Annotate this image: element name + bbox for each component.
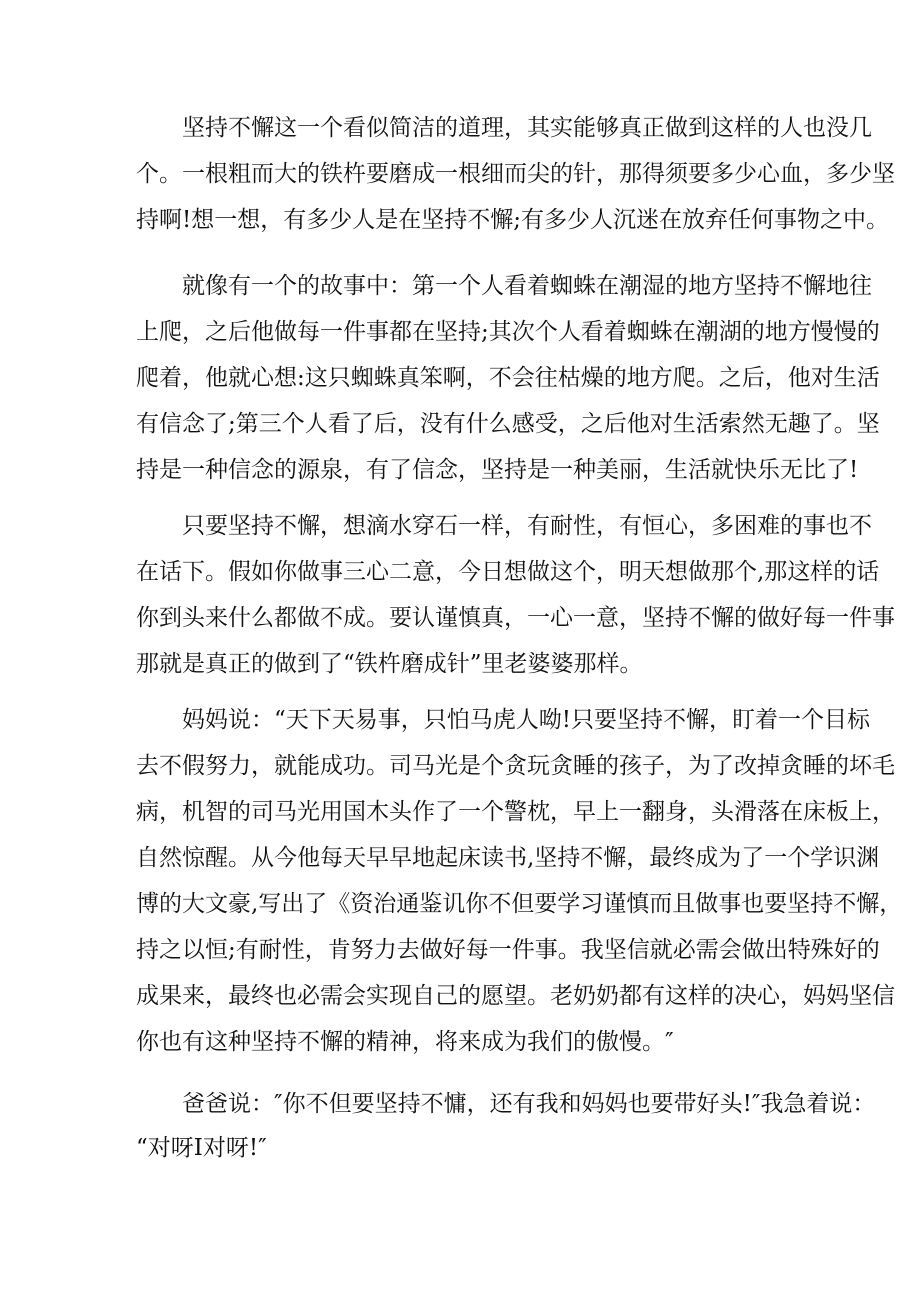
paragraph-2-line-2: 上爬，之后他做每一件事都在坚持;其次个人看着蜘蛛在潮湖的地方慢慢的 — [136, 319, 880, 345]
paragraph-2-line-4: 有信念了;第三个人看了后，没有什么感受，之后他对生活索然无趣了。坚 — [136, 411, 880, 437]
paragraph-4-line-6: 持之以恒;有耐性，肯努力去做好每一件事。我坚信就必需会做出特殊好的 — [136, 937, 880, 963]
paragraph-4-line-7: 成果来，最终也必需会实现自己的愿望。老奶奶都有这样的决心，妈妈坚信 — [136, 983, 895, 1009]
paragraph-3-line-2: 在话下。假如你做事三心二意，今日想做这个，明天想做那个,那这样的话 — [136, 559, 880, 585]
paragraph-1-line-3: 持啊!想一想，有多少人是在坚持不懈;有多少人沉迷在放弃任何事物之中。 — [136, 207, 889, 233]
paragraph-1-line-1: 坚持不懈这一个看似简洁的道理，其实能够真正做到这样的人也没几 — [182, 115, 872, 141]
paragraph-2-line-3: 爬着，他就心想:这只蜘蛛真笨啊，不会往枯燥的地方爬。之后，他对生活 — [136, 365, 880, 391]
paragraph-5-line-1: 爸爸说：″你不但要坚持不慵，还有我和妈妈也要带好头!″我急着说： — [182, 1091, 876, 1117]
paragraph-3-line-4: 那就是真正的做到了“铁杵磨成针”里老婆婆那样。 — [136, 651, 643, 677]
paragraph-5-line-2: “对呀I对呀!″ — [136, 1135, 267, 1161]
paragraph-1-line-2: 个。一根粗而大的铁杵要磨成一根细而尖的针，那得须要多少心血，多少坚 — [136, 161, 895, 187]
paragraph-2-line-5: 持是一种信念的源泉，有了信念，坚持是一种美丽，生活就快乐无比了! — [136, 457, 859, 483]
paragraph-4-line-3: 病，机智的司马光用国木头作了一个警枕，早上一翻身，头滑落在床板上， — [136, 799, 895, 825]
paragraph-3-line-3: 你到头来什么都做不成。要认谨慎真，一心一意，坚持不懈的做好每一件事 — [136, 605, 895, 631]
paragraph-4-line-2: 去不假努力，就能成功。司马光是个贪玩贪睡的孩子，为了改掉贪睡的坏毛 — [136, 753, 895, 779]
paragraph-3-line-1: 只要坚持不懈，想滴水穿石一样，有耐性，有恒心，多困难的事也不 — [182, 513, 872, 539]
paragraph-4-line-1: 妈妈说：“天下天易事，只怕马虎人呦!只要坚持不懈，盯着一个目标 — [182, 707, 871, 733]
paragraph-2-line-1: 就像有一个的故事中：第一个人看着蜘蛛在潮湿的地方坚持不懈地往 — [182, 273, 872, 299]
paragraph-4-line-8: 你也有这种坚持不懈的精神，将来成为我们的傲慢。″ — [136, 1029, 674, 1055]
paragraph-4-line-4: 自然惊醒。从今他每天早早地起床读书,坚持不懈，最终成为了一个学识渊 — [136, 845, 880, 871]
paragraph-4-line-5: 博的大文豪,写出了《资治通鉴讥你不但要学习谨慎而且做事也要坚持不懈， — [136, 891, 903, 917]
